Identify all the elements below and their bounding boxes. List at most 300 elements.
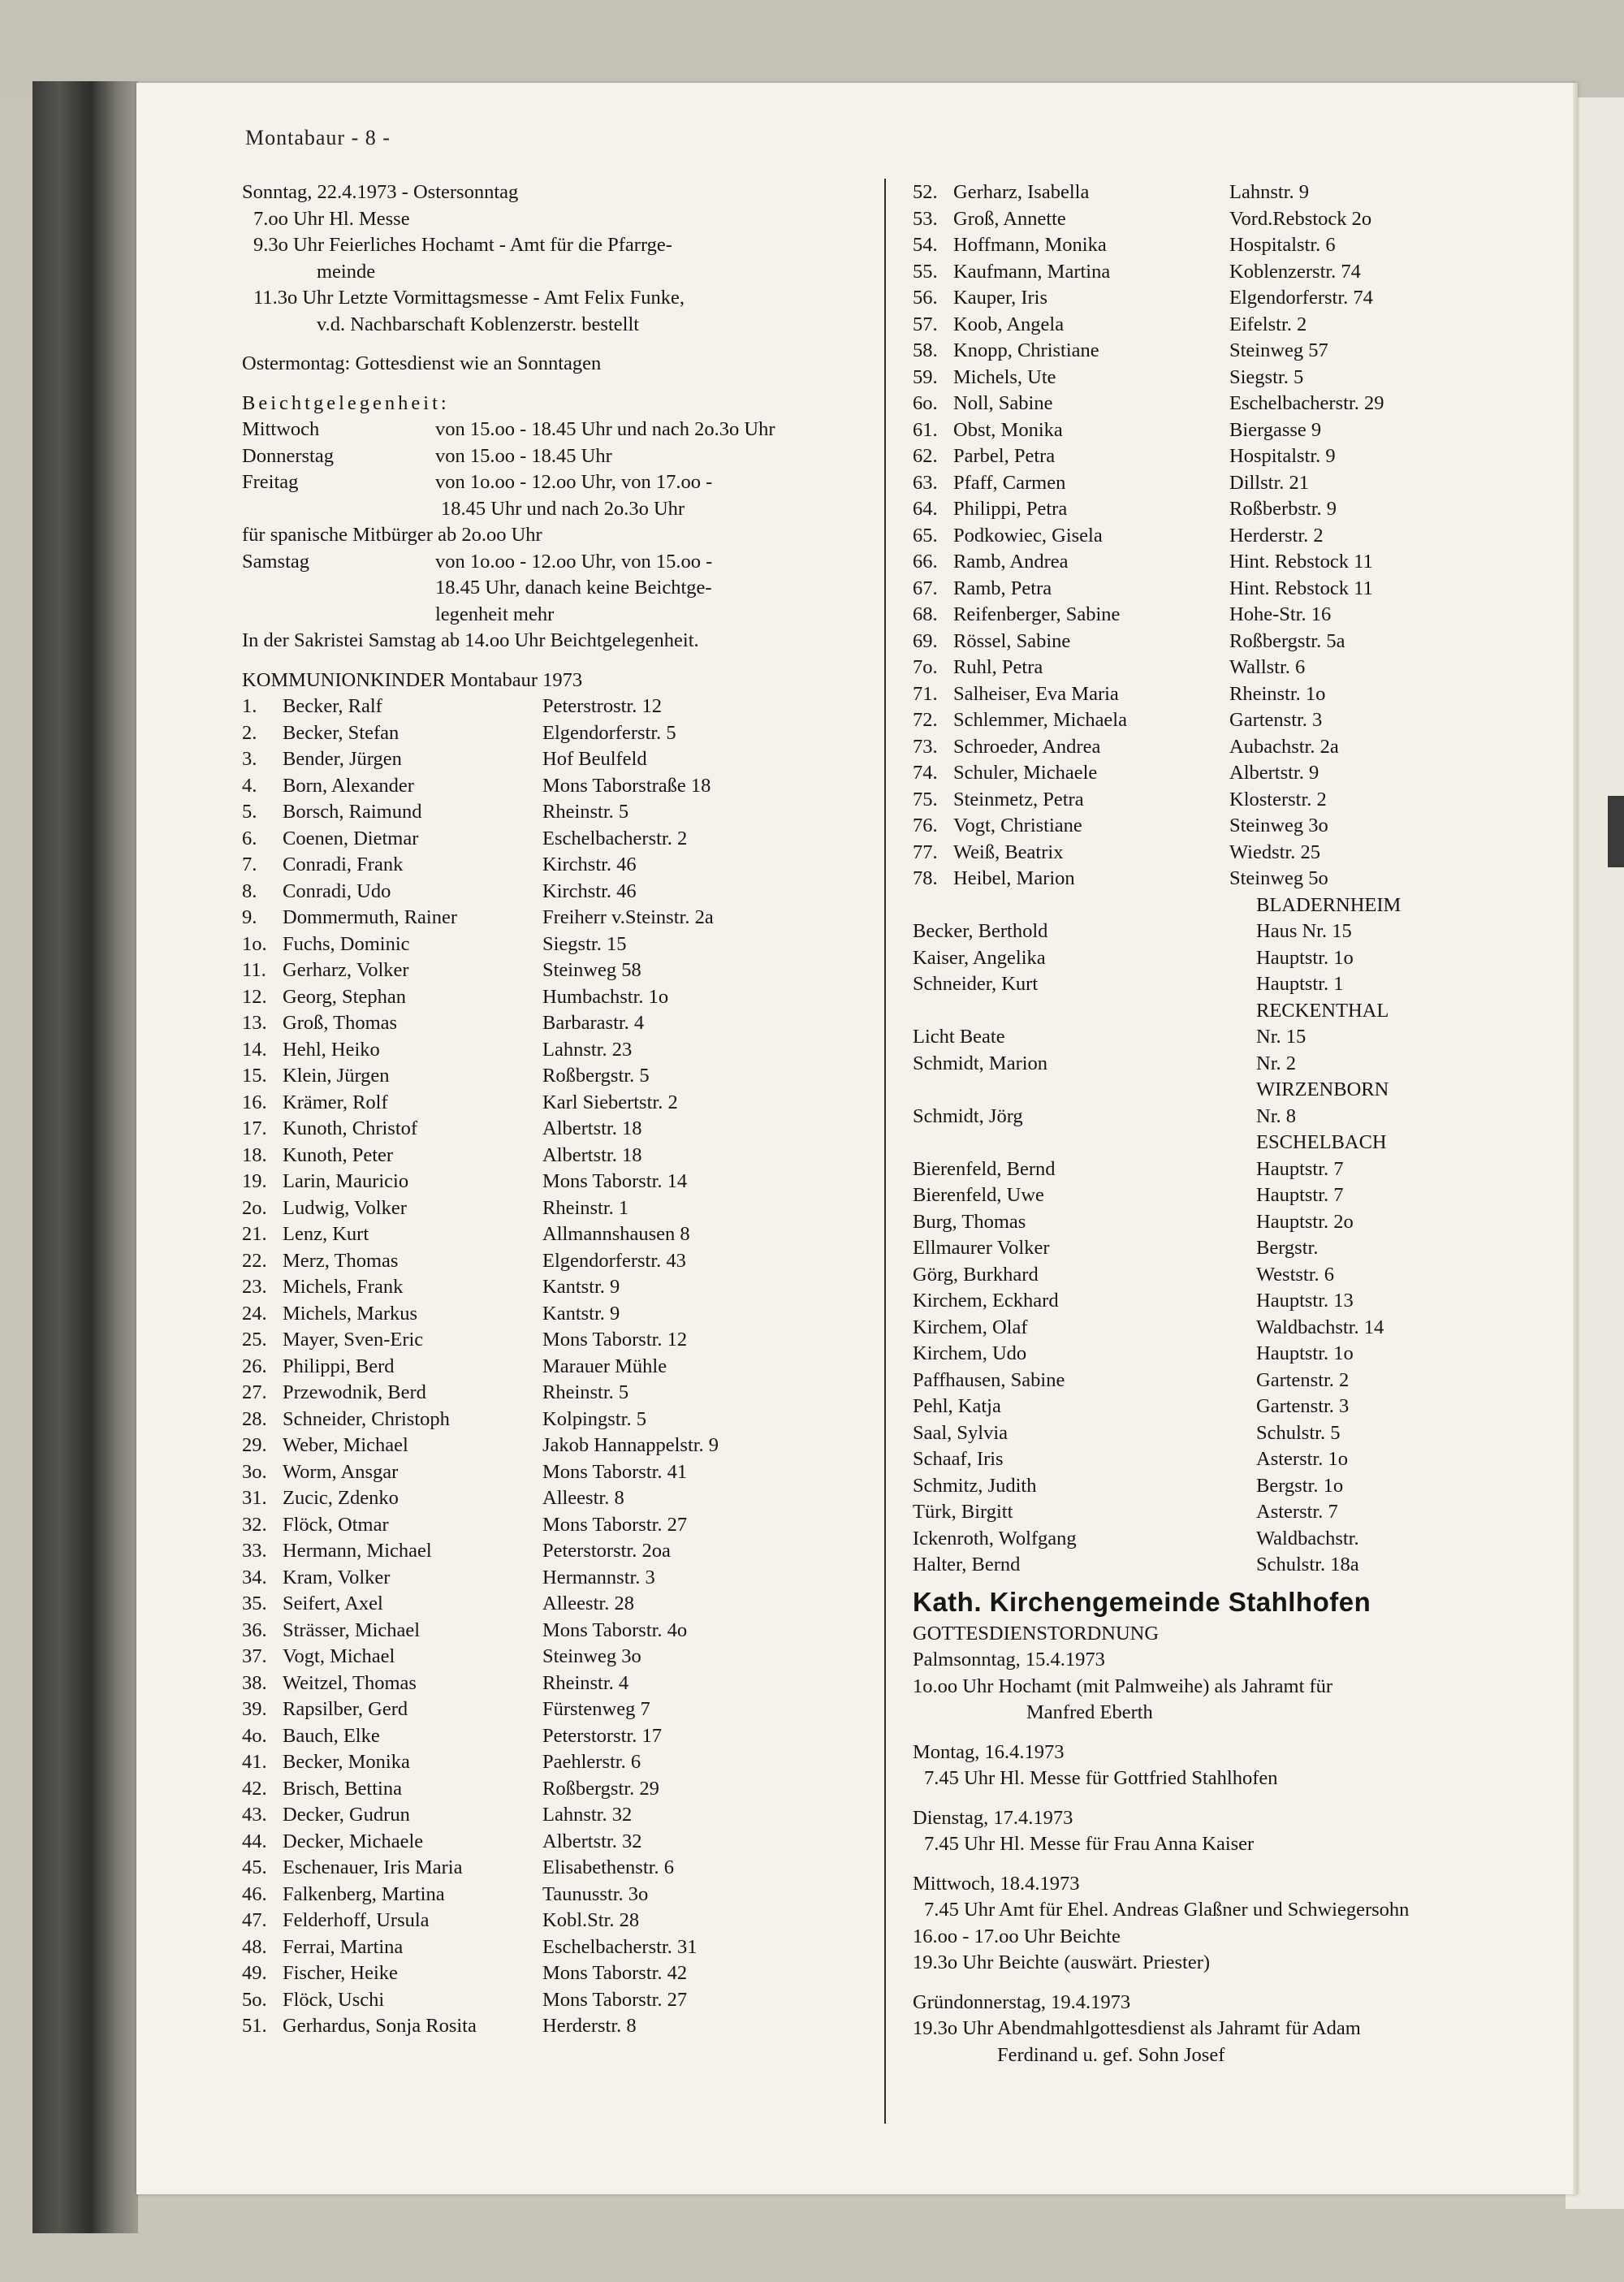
item-number: 2. bbox=[242, 721, 257, 744]
confession-day: Samstag bbox=[242, 550, 310, 573]
street-address: Herderstr. 2 bbox=[1229, 524, 1324, 547]
item-number: 78. bbox=[913, 867, 938, 889]
child-name: Groß, Thomas bbox=[283, 1012, 398, 1034]
wednesday-line: 16.oo - 17.oo Uhr Beichte bbox=[913, 1925, 1121, 1947]
child-name: Dommermuth, Rainer bbox=[283, 906, 458, 928]
list-item bbox=[913, 232, 1562, 259]
street-address: Roßbergstr. 29 bbox=[542, 1777, 659, 1800]
street-address: Rheinstr. 1o bbox=[1229, 682, 1326, 705]
easter-sunday-date: Sonntag, 22.4.1973 - Ostersonntag bbox=[242, 181, 519, 203]
child-name: Przewodnik, Berd bbox=[283, 1381, 426, 1403]
street-address: Peterstorstr. 2oa bbox=[542, 1540, 671, 1562]
street-address: Rheinstr. 4 bbox=[542, 1671, 629, 1694]
street-address: Roßberbstr. 9 bbox=[1229, 498, 1337, 520]
street-address: Kirchstr. 46 bbox=[542, 854, 637, 875]
child-name: Bender, Jürgen bbox=[283, 748, 402, 770]
child-name: Michels, Markus bbox=[283, 1302, 418, 1325]
list-item bbox=[913, 1104, 1562, 1130]
item-number: 65. bbox=[913, 524, 938, 547]
item-number: 63. bbox=[913, 471, 938, 494]
street-address: Asterstr. 1o bbox=[1256, 1448, 1348, 1470]
street-address: Hauptstr. 7 bbox=[1256, 1157, 1344, 1180]
list-item bbox=[913, 312, 1562, 339]
street-address: Peterstrostr. 12 bbox=[542, 695, 662, 717]
item-number: 74. bbox=[913, 762, 938, 784]
street-address: Eifelstr. 2 bbox=[1229, 313, 1307, 335]
child-name: Saal, Sylvia bbox=[913, 1421, 1009, 1444]
child-name: Kunoth, Christof bbox=[283, 1117, 418, 1139]
confession-time: von 15.oo - 18.45 Uhr bbox=[435, 444, 612, 467]
item-number: 67. bbox=[913, 577, 938, 599]
confession-time: von 1o.oo - 12.oo Uhr, von 17.oo - bbox=[435, 471, 713, 493]
list-item bbox=[242, 773, 883, 800]
street-address: Bergstr. 1o bbox=[1256, 1474, 1344, 1497]
list-item bbox=[242, 1248, 883, 1275]
item-number: 38. bbox=[242, 1671, 267, 1694]
child-name: Obst, Monika bbox=[953, 418, 1063, 441]
street-address: Nr. 8 bbox=[1256, 1104, 1296, 1127]
street-address: Vord.Rebstock 2o bbox=[1229, 207, 1372, 230]
list-item bbox=[242, 1829, 883, 1856]
list-item bbox=[242, 1987, 883, 2014]
item-number: 4o. bbox=[242, 1724, 267, 1747]
village-name: WIRZENBORN bbox=[1256, 1078, 1389, 1100]
street-address: Karl Siebertstr. 2 bbox=[542, 1091, 678, 1113]
list-item bbox=[913, 1420, 1562, 1447]
child-name: Ruhl, Petra bbox=[953, 656, 1043, 678]
street-address: Kolpingstr. 5 bbox=[542, 1407, 646, 1430]
street-address: Siegstr. 5 bbox=[1229, 365, 1304, 388]
item-number: 25. bbox=[242, 1329, 267, 1351]
street-address: Gartenstr. 3 bbox=[1229, 709, 1323, 731]
saturday-cont: 18.45 Uhr, danach keine Beichtge- bbox=[435, 577, 712, 599]
village-name: RECKENTHAL bbox=[1256, 999, 1389, 1022]
street-address: Albertstr. 32 bbox=[542, 1830, 642, 1852]
item-number: 8. bbox=[242, 880, 257, 902]
list-item bbox=[242, 879, 883, 905]
confession-time: von 1o.oo - 12.oo Uhr, von 15.oo - bbox=[435, 550, 713, 573]
street-address: Mons Taborstr. 42 bbox=[542, 1962, 688, 1984]
list-item bbox=[242, 1169, 883, 1195]
street-address: Hauptstr. 1o bbox=[1256, 946, 1354, 969]
list-item bbox=[913, 734, 1562, 761]
street-address: Biergasse 9 bbox=[1229, 418, 1322, 441]
confession-row bbox=[242, 417, 775, 443]
list-item bbox=[242, 1749, 883, 1776]
list-item bbox=[913, 496, 1562, 523]
street-address: Kantstr. 9 bbox=[542, 1276, 620, 1298]
street-address: Peterstorstr. 17 bbox=[542, 1724, 662, 1747]
list-item bbox=[913, 1526, 1562, 1553]
street-address: Lahnstr. 23 bbox=[542, 1038, 633, 1061]
child-name: Fuchs, Dominic bbox=[283, 932, 410, 955]
street-address: Kantstr. 9 bbox=[542, 1302, 620, 1325]
service-order-title: GOTTESDIENSTORDNUNG bbox=[913, 1622, 1160, 1645]
child-name: Krämer, Rolf bbox=[283, 1091, 388, 1113]
wednesday-line: 7.45 Uhr Amt für Ehel. Andreas Glaßner und Schwiegersohn bbox=[924, 1899, 1410, 1921]
item-number: 6. bbox=[242, 827, 257, 849]
kommunion-title: KOMMUNIONKINDER Montabaur 1973 bbox=[242, 668, 583, 691]
list-item bbox=[242, 694, 883, 720]
item-number: 64. bbox=[913, 498, 938, 520]
child-name: Felderhoff, Ursula bbox=[283, 1909, 430, 1931]
item-number: 48. bbox=[242, 1935, 267, 1958]
confession-day: Mittwoch bbox=[242, 418, 320, 440]
child-name: Kirchem, Udo bbox=[913, 1342, 1027, 1364]
village-heading-row bbox=[913, 998, 1562, 1025]
child-name: Kaufmann, Martina bbox=[953, 260, 1111, 283]
item-number: 3. bbox=[242, 748, 257, 770]
item-number: 28. bbox=[242, 1407, 267, 1430]
street-address: Hof Beulfeld bbox=[542, 748, 647, 770]
street-address: Hauptstr. 2o bbox=[1256, 1210, 1354, 1233]
item-number: 43. bbox=[242, 1804, 267, 1826]
child-name: Kram, Volker bbox=[283, 1566, 391, 1588]
list-item bbox=[242, 1354, 883, 1381]
street-address: Mons Taborstr. 12 bbox=[542, 1329, 688, 1351]
list-item bbox=[913, 655, 1562, 681]
street-address: Haus Nr. 15 bbox=[1256, 920, 1352, 942]
list-item bbox=[913, 206, 1562, 233]
child-name: Kauper, Iris bbox=[953, 287, 1048, 309]
list-item bbox=[242, 1380, 883, 1407]
street-address: Alleestr. 28 bbox=[542, 1593, 634, 1614]
child-name: Schneider, Christoph bbox=[283, 1407, 450, 1430]
item-number: 27. bbox=[242, 1381, 267, 1403]
item-number: 51. bbox=[242, 2015, 267, 2037]
child-name: Seifert, Axel bbox=[283, 1593, 383, 1614]
child-name: Ramb, Petra bbox=[953, 577, 1052, 599]
list-item bbox=[242, 1670, 883, 1697]
street-address: Elgendorferstr. 43 bbox=[542, 1249, 686, 1272]
child-name: Salheiser, Eva Maria bbox=[953, 682, 1119, 705]
item-number: 12. bbox=[242, 985, 267, 1008]
book-binding bbox=[32, 81, 138, 2233]
street-address: Wiedstr. 25 bbox=[1229, 841, 1320, 863]
child-name: Rössel, Sabine bbox=[953, 629, 1071, 652]
item-number: 54. bbox=[913, 234, 938, 256]
list-item bbox=[242, 1565, 883, 1592]
saturday-cont: legenheit mehr bbox=[435, 603, 555, 625]
list-item bbox=[242, 1644, 883, 1670]
item-number: 71. bbox=[913, 682, 938, 705]
item-number: 45. bbox=[242, 1856, 267, 1878]
child-name: Decker, Michaele bbox=[283, 1830, 424, 1852]
item-number: 55. bbox=[913, 260, 938, 283]
item-number: 31. bbox=[242, 1487, 267, 1509]
street-address: Aubachstr. 2a bbox=[1229, 735, 1339, 758]
confession-time: von 15.oo - 18.45 Uhr und nach 2o.3o Uhr bbox=[435, 418, 775, 440]
item-number: 17. bbox=[242, 1117, 267, 1139]
child-name: Schlemmer, Michaela bbox=[953, 709, 1127, 731]
street-address: Paehlerstr. 6 bbox=[542, 1751, 641, 1773]
street-address: Lahnstr. 32 bbox=[542, 1804, 633, 1826]
child-name: Georg, Stephan bbox=[283, 985, 406, 1008]
child-name: Knopp, Christiane bbox=[953, 339, 1099, 361]
child-name: Mayer, Sven-Eric bbox=[283, 1329, 424, 1351]
thursday-date: Gründonnerstag, 19.4.1973 bbox=[913, 1990, 1131, 2013]
child-name: Flöck, Uschi bbox=[283, 1988, 385, 2011]
last-mass-line: 11.3o Uhr Letzte Vormittagsmesse - Amt Felix Funke, bbox=[253, 287, 685, 309]
list-item bbox=[913, 760, 1562, 787]
list-item bbox=[242, 852, 883, 879]
child-name: Kunoth, Peter bbox=[283, 1143, 394, 1166]
list-item bbox=[242, 1776, 883, 1803]
item-number: 76. bbox=[913, 815, 938, 836]
item-number: 42. bbox=[242, 1777, 267, 1800]
street-address: Mons Taborstr. 27 bbox=[542, 1988, 688, 2011]
village-name: BLADERNHEIM bbox=[1256, 893, 1402, 916]
child-name: Philippi, Berd bbox=[283, 1355, 395, 1377]
thursday-names: Ferdinand u. gef. Sohn Josef bbox=[997, 2043, 1225, 2066]
item-number: 44. bbox=[242, 1830, 267, 1852]
friday-cont: 18.45 Uhr und nach 2o.3o Uhr bbox=[441, 497, 685, 520]
child-name: Weiß, Beatrix bbox=[953, 841, 1064, 863]
monday-line: 7.45 Uhr Hl. Messe für Gottfried Stahlhofen bbox=[924, 1767, 1278, 1789]
list-item bbox=[242, 984, 883, 1011]
kommunion-list-cont bbox=[913, 179, 1562, 892]
list-item bbox=[913, 1051, 1562, 1078]
child-name: Philippi, Petra bbox=[953, 498, 1068, 520]
child-name: Gerharz, Isabella bbox=[953, 181, 1090, 203]
street-address: Weststr. 6 bbox=[1256, 1263, 1335, 1286]
child-name: Steinmetz, Petra bbox=[953, 788, 1084, 810]
confession-row bbox=[242, 549, 712, 576]
item-number: 34. bbox=[242, 1566, 267, 1588]
list-item bbox=[242, 1591, 883, 1618]
street-address: Albertstr. 18 bbox=[542, 1143, 642, 1166]
item-number: 69. bbox=[913, 629, 938, 652]
child-name: Kirchem, Olaf bbox=[913, 1316, 1028, 1338]
street-address: Jakob Hannappelstr. 9 bbox=[542, 1434, 719, 1456]
list-item bbox=[913, 285, 1562, 312]
item-number: 29. bbox=[242, 1434, 267, 1456]
list-item bbox=[913, 1209, 1562, 1236]
item-number: 15. bbox=[242, 1065, 267, 1087]
item-number: 52. bbox=[913, 181, 938, 203]
street-address: Dillstr. 21 bbox=[1229, 471, 1310, 494]
item-number: 33. bbox=[242, 1540, 267, 1562]
street-address: Kirchstr. 46 bbox=[542, 880, 637, 902]
item-number: 13. bbox=[242, 1012, 267, 1034]
child-name: Bierenfeld, Bernd bbox=[913, 1157, 1056, 1180]
list-item bbox=[242, 931, 883, 958]
child-name: Worm, Ansgar bbox=[283, 1460, 399, 1483]
item-number: 61. bbox=[913, 418, 938, 441]
item-number: 36. bbox=[242, 1619, 267, 1641]
list-item bbox=[913, 259, 1562, 286]
item-number: 68. bbox=[913, 603, 938, 625]
street-address: Waldbachstr. bbox=[1256, 1527, 1359, 1549]
confession-day: Donnerstag bbox=[242, 444, 334, 467]
child-name: Licht Beate bbox=[913, 1026, 1005, 1048]
easter-sunday-section bbox=[242, 179, 883, 338]
child-name: Heibel, Marion bbox=[953, 867, 1075, 889]
child-name: Kaiser, Angelika bbox=[913, 946, 1046, 969]
list-item bbox=[913, 945, 1562, 972]
item-number: 7. bbox=[242, 854, 257, 875]
list-item bbox=[913, 1499, 1562, 1526]
street-address: Eschelbacherstr. 2 bbox=[542, 827, 688, 849]
list-item bbox=[242, 1855, 883, 1882]
street-address: Alleestr. 8 bbox=[542, 1487, 624, 1509]
stahlhofen-heading: Kath. Kirchengemeinde Stahlhofen bbox=[913, 1586, 1371, 1617]
list-item bbox=[913, 840, 1562, 867]
list-item bbox=[242, 1010, 883, 1037]
item-number: 23. bbox=[242, 1276, 267, 1298]
list-item bbox=[242, 1802, 883, 1829]
list-item bbox=[913, 1262, 1562, 1289]
child-name: Noll, Sabine bbox=[953, 392, 1053, 414]
list-item bbox=[913, 1288, 1562, 1315]
child-name: Larin, Mauricio bbox=[283, 1170, 409, 1192]
street-address: Mons Taborstr. 41 bbox=[542, 1460, 688, 1483]
child-name: Conradi, Frank bbox=[283, 854, 404, 875]
item-number: 46. bbox=[242, 1882, 267, 1905]
item-number: 62. bbox=[913, 445, 938, 467]
running-head: Montabaur - 8 - bbox=[245, 126, 391, 149]
village-heading-row bbox=[913, 1077, 1562, 1104]
child-name: Ferrai, Martina bbox=[283, 1935, 404, 1958]
item-number: 21. bbox=[242, 1223, 267, 1245]
list-item bbox=[242, 826, 883, 853]
confession-title: Beichtgelegenheit: bbox=[242, 391, 450, 414]
street-address: Steinweg 5o bbox=[1229, 867, 1328, 889]
street-address: Asterstr. 7 bbox=[1256, 1501, 1338, 1523]
palm-sunday-line: 1o.oo Uhr Hochamt (mit Palmweihe) als Jahramt für bbox=[913, 1675, 1333, 1697]
child-name: Rapsilber, Gerd bbox=[283, 1698, 408, 1720]
street-address: Mons Taborstraße 18 bbox=[542, 774, 711, 797]
child-name: Görg, Burkhard bbox=[913, 1263, 1039, 1286]
child-name: Merz, Thomas bbox=[283, 1249, 399, 1272]
street-address: Hauptstr. 13 bbox=[1256, 1290, 1354, 1312]
list-item bbox=[242, 1459, 883, 1486]
child-name: Groß, Annette bbox=[953, 207, 1066, 230]
street-address: Hauptstr. 1o bbox=[1256, 1342, 1354, 1364]
child-name: Lenz, Kurt bbox=[283, 1223, 369, 1245]
list-item bbox=[242, 1143, 883, 1169]
item-number: 1o. bbox=[242, 932, 267, 955]
child-name: Borsch, Raimund bbox=[283, 801, 422, 823]
item-number: 39. bbox=[242, 1698, 267, 1720]
street-address: Gartenstr. 3 bbox=[1256, 1395, 1350, 1417]
list-item bbox=[913, 1182, 1562, 1209]
list-item bbox=[242, 1960, 883, 1987]
child-name: Türk, Birgitt bbox=[913, 1501, 1013, 1523]
street-address: Elisabethenstr. 6 bbox=[542, 1856, 674, 1878]
confession-section bbox=[242, 391, 883, 655]
right-column bbox=[913, 179, 1562, 2068]
adjacent-page-tab-mark bbox=[1608, 796, 1624, 867]
street-address: Marauer Mühle bbox=[542, 1355, 667, 1377]
list-item bbox=[242, 1037, 883, 1064]
street-address: Gartenstr. 2 bbox=[1256, 1368, 1350, 1391]
list-item bbox=[913, 1024, 1562, 1051]
monday-date: Montag, 16.4.1973 bbox=[913, 1740, 1065, 1763]
child-name: Reifenberger, Sabine bbox=[953, 603, 1121, 625]
street-address: Klosterstr. 2 bbox=[1229, 788, 1327, 810]
street-address: Steinweg 57 bbox=[1229, 339, 1328, 361]
street-address: Roßbergstr. 5 bbox=[542, 1065, 650, 1087]
stahlhofen-section bbox=[913, 1584, 1562, 2069]
child-name: Schneider, Kurt bbox=[913, 973, 1039, 995]
street-address: Hohe-Str. 16 bbox=[1229, 603, 1332, 625]
item-number: 49. bbox=[242, 1962, 267, 1984]
list-item bbox=[913, 523, 1562, 550]
child-name: Becker, Ralf bbox=[283, 695, 382, 717]
high-mass-line: 9.3o Uhr Feierliches Hochamt - Amt für die Pfarrge- bbox=[253, 234, 672, 256]
list-item bbox=[242, 1274, 883, 1301]
village-heading-row bbox=[913, 1130, 1562, 1156]
child-name: Podkowiec, Gisela bbox=[953, 524, 1103, 547]
street-address: Allmannshausen 8 bbox=[542, 1223, 690, 1245]
list-item bbox=[913, 1368, 1562, 1394]
street-address: Koblenzerstr. 74 bbox=[1229, 260, 1361, 283]
child-name: Schuler, Michaele bbox=[953, 762, 1098, 784]
column-divider bbox=[884, 179, 886, 2124]
list-item bbox=[242, 1723, 883, 1750]
child-name: Bierenfeld, Uwe bbox=[913, 1184, 1044, 1206]
child-name: Gerharz, Volker bbox=[283, 959, 409, 981]
child-name: Pehl, Katja bbox=[913, 1395, 1001, 1417]
easter-monday: Ostermontag: Gottesdienst wie an Sonntagen bbox=[242, 352, 602, 374]
list-item bbox=[913, 813, 1562, 840]
street-address: Albertstr. 18 bbox=[542, 1117, 642, 1139]
street-address: Hint. Rebstock 11 bbox=[1229, 577, 1373, 599]
item-number: 14. bbox=[242, 1038, 267, 1061]
child-name: Paffhausen, Sabine bbox=[913, 1368, 1065, 1391]
street-address: Nr. 2 bbox=[1256, 1052, 1296, 1074]
item-number: 41. bbox=[242, 1751, 267, 1773]
item-number: 47. bbox=[242, 1909, 267, 1931]
item-number: 9. bbox=[242, 906, 257, 928]
item-number: 77. bbox=[913, 841, 938, 863]
list-item bbox=[913, 549, 1562, 576]
list-item bbox=[913, 918, 1562, 945]
street-address: Bergstr. bbox=[1256, 1237, 1319, 1259]
list-item bbox=[242, 720, 883, 747]
child-name: Pfaff, Carmen bbox=[953, 471, 1066, 494]
street-address: Kobl.Str. 28 bbox=[542, 1909, 640, 1931]
child-name: Ludwig, Volker bbox=[283, 1196, 407, 1219]
item-number: 2o. bbox=[242, 1196, 267, 1219]
high-mass-line-cont: meinde bbox=[317, 260, 376, 283]
list-item bbox=[913, 365, 1562, 391]
child-name: Koob, Angela bbox=[953, 313, 1065, 335]
child-name: Eschenauer, Iris Maria bbox=[283, 1856, 463, 1878]
child-name: Vogt, Christiane bbox=[953, 815, 1082, 836]
list-item bbox=[242, 1485, 883, 1512]
mass-line: 7.oo Uhr Hl. Messe bbox=[253, 207, 410, 230]
street-address: Mons Taborstr. 27 bbox=[542, 1513, 688, 1536]
street-address: Waldbachstr. 14 bbox=[1256, 1316, 1384, 1338]
village-name: ESCHELBACH bbox=[1256, 1131, 1387, 1153]
list-item bbox=[242, 1618, 883, 1645]
item-number: 6o. bbox=[913, 392, 938, 414]
list-item bbox=[913, 602, 1562, 629]
confession-row bbox=[242, 443, 612, 470]
street-address: Hermannstr. 3 bbox=[542, 1566, 655, 1588]
list-item bbox=[242, 1407, 883, 1433]
list-item bbox=[242, 1538, 883, 1565]
child-name: Weitzel, Thomas bbox=[283, 1671, 417, 1694]
list-item bbox=[242, 1934, 883, 1961]
list-item bbox=[913, 1156, 1562, 1183]
street-address: Freiherr v.Steinstr. 2a bbox=[542, 906, 714, 928]
item-number: 24. bbox=[242, 1302, 267, 1325]
street-address: Taunusstr. 3o bbox=[542, 1882, 649, 1905]
child-name: Zucic, Zdenko bbox=[283, 1487, 399, 1509]
